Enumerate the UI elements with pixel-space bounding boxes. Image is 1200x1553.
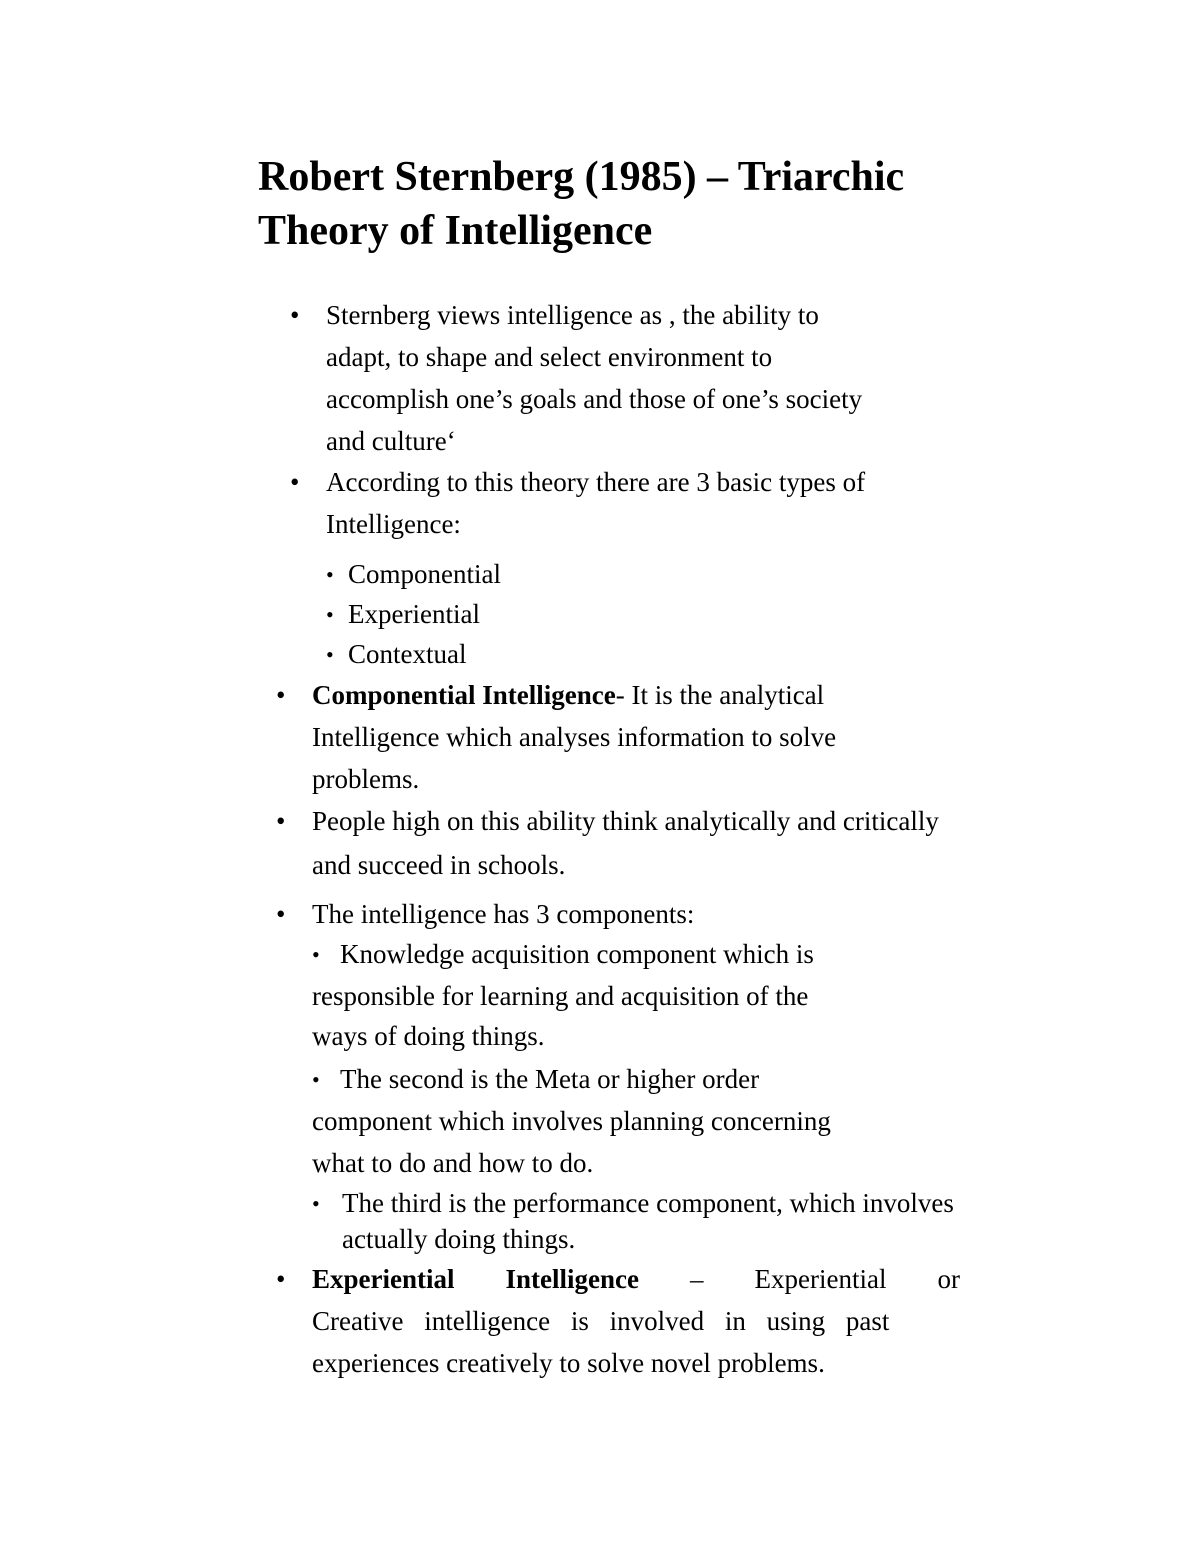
bullet-icon: •: [326, 562, 334, 587]
componential-term: Componential Intelligence: [312, 680, 616, 710]
bullet-icon: •: [276, 806, 286, 836]
experiential-rest-word: or: [937, 1264, 960, 1294]
intro-b2-line: According to this theory there are 3 basic types of: [326, 467, 866, 497]
bullet-icon: •: [290, 300, 300, 330]
experiential-line: Creative intelligence is involved in using past: [312, 1306, 890, 1336]
bullet-icon: •: [276, 1264, 286, 1294]
experiential-paragraph: [312, 1266, 960, 1293]
component-first-line: ways of doing things.: [312, 1021, 545, 1051]
experiential-term-word: Experiential: [312, 1264, 455, 1294]
intro-b2-line: Intelligence:: [326, 509, 461, 539]
bullet-icon: •: [326, 602, 334, 627]
intro-b1-line: Sternberg views intelligence as , the ability to: [326, 300, 819, 330]
component-second-line: The second is the Meta or higher order: [340, 1064, 760, 1094]
experiential-rest-word: Experiential: [754, 1264, 887, 1294]
type-item-componential: Componential: [348, 559, 501, 589]
bullet-icon: •: [276, 680, 286, 710]
component-second-line: component which involves planning concerning: [312, 1106, 831, 1136]
component-second-line: what to do and how to do.: [312, 1148, 594, 1178]
experiential-line: experiences creatively to solve novel problems.: [312, 1348, 825, 1378]
bullet-icon: •: [276, 899, 286, 929]
bullet-icon: •: [290, 467, 300, 497]
componential-line: problems.: [312, 764, 420, 794]
type-item-experiential: Experiential: [348, 599, 480, 629]
people-line: and succeed in schools.: [312, 850, 566, 880]
componential-line: Intelligence which analyses information to solve: [312, 722, 837, 752]
components-heading: The intelligence has 3 components:: [312, 899, 695, 929]
experiential-rest-word: –: [690, 1264, 704, 1294]
component-third-line: actually doing things.: [342, 1224, 576, 1254]
intro-b1-line: accomplish one’s goals and those of one’s society: [326, 384, 863, 414]
component-first-line: responsible for learning and acquisition of the: [312, 981, 809, 1011]
intro-b1-line: adapt, to shape and select environment to: [326, 342, 773, 372]
bullet-icon: •: [326, 642, 334, 667]
componential-paragraph: [312, 682, 824, 709]
bullet-icon: •: [312, 1067, 320, 1092]
bullet-icon: •: [312, 942, 320, 967]
title-line-1: Robert Sternberg (1985) – Triarchic: [258, 154, 905, 200]
bullet-icon: •: [312, 1191, 320, 1216]
people-line: People high on this ability think analytically and critically: [312, 806, 939, 836]
title-line-2: Theory of Intelligence: [258, 208, 653, 254]
type-item-contextual: Contextual: [348, 639, 467, 669]
experiential-term-word: Intelligence: [505, 1264, 639, 1294]
page-title: [258, 150, 1058, 258]
componential-lead: - It is the analytical: [615, 680, 825, 710]
intro-b1-line: and culture‘: [326, 426, 456, 456]
component-first-line: Knowledge acquisition component which is: [340, 939, 814, 969]
component-third-line: The third is the performance component, which involves: [342, 1188, 954, 1218]
